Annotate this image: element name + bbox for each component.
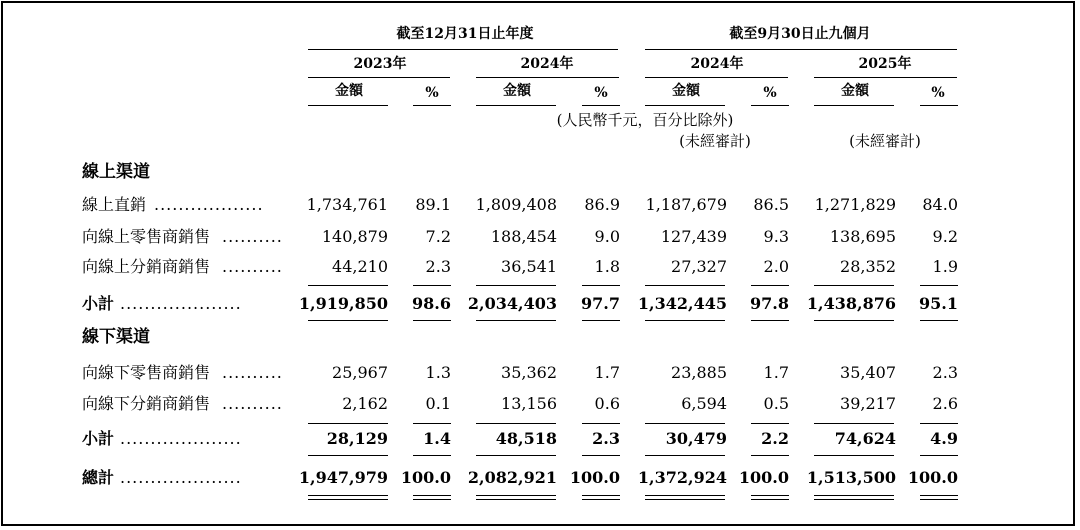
offline-row-0-leader: .......... [222,363,283,382]
online-row-2-amount: 44,210 [332,257,388,276]
amount-header: 金額 [672,83,700,99]
online-row-0-amount: 1,271,829 [814,195,896,214]
rule-amount [645,423,725,424]
online-row-0-pct: 89.1 [415,195,451,214]
rule-amount [308,105,388,106]
rule-amount [814,495,894,496]
rule-amount [814,499,894,500]
amount-header: 金額 [503,83,531,99]
offline-row-1-amount: 39,217 [840,394,896,413]
rule-pct [751,495,789,496]
online-row-1-pct: 9.0 [594,227,620,246]
online-subtotal-label: 小計 [82,294,115,313]
year-2024-a: 2024年 [520,56,574,72]
rule-amount [308,423,388,424]
header-group-year-end: 截至12月31日止年度 [396,26,534,42]
rule-pct [751,285,789,286]
rule-amount [645,320,725,321]
amount-header: 金額 [335,83,363,99]
year-2023: 2023年 [353,56,407,72]
rule-pct [413,495,451,496]
rule-pct [582,499,620,500]
rule-pct [582,495,620,496]
offline-row-0-amount: 23,885 [671,363,727,382]
pct-header: % [931,85,945,101]
offline-row-0-amount: 35,407 [840,363,896,382]
grand-total-leader: .................... [120,468,242,487]
rule-amount [814,455,894,456]
online-row-1-label: 向線上零售商銷售 [82,227,211,246]
year-2025: 2025年 [858,56,912,72]
rule-amount [308,320,388,321]
offline-subtotal-amount: 48,518 [495,429,557,448]
offline-section-title: 線下渠道 [82,327,150,347]
online-row-2-amount: 36,541 [501,257,557,276]
rule-amount [476,105,556,106]
header-group-nine-months: 截至9月30日止九個月 [729,26,871,42]
rule-pct [582,423,620,424]
online-row-2-pct: 1.9 [932,257,958,276]
rule-2024a [476,77,619,78]
rule-pct [413,285,451,286]
rule-amount [476,423,556,424]
online-row-2-pct: 2.3 [425,257,451,276]
grand-total-amount: 1,372,924 [637,468,727,487]
rule-amount [308,455,388,456]
online-row-0-amount: 1,187,679 [645,195,727,214]
rule-amount [645,455,725,456]
online-row-1-pct: 9.2 [932,227,958,246]
rule-amount [476,320,556,321]
online-subtotal-leader: .................... [120,294,242,313]
grand-total-amount: 1,947,979 [298,468,388,487]
grand-total-amount: 2,082,921 [467,468,557,487]
rule-pct [920,455,958,456]
rule-amount [308,285,388,286]
online-subtotal-pct: 95.1 [919,294,958,313]
online-row-1-leader: .......... [222,227,283,246]
rule-group2 [645,49,957,50]
grand-total-pct: 100.0 [400,468,451,487]
grand-total-pct: 100.0 [738,468,789,487]
rule-pct [920,423,958,424]
rule-pct [920,105,958,106]
rule-amount [814,423,894,424]
unit-note: (人民幣千元，百分比除外) [556,111,734,129]
rule-pct [582,320,620,321]
rule-amount [645,495,725,496]
offline-subtotal-label: 小計 [82,429,115,448]
rule-amount [476,495,556,496]
online-row-1-amount: 140,879 [321,227,388,246]
online-row-2-amount: 28,352 [840,257,896,276]
offline-subtotal-pct: 2.2 [761,429,789,448]
rule-pct [920,285,958,286]
online-subtotal-pct: 98.6 [412,294,451,313]
pct-header: % [594,85,608,101]
online-row-2-label: 向線上分銷商銷售 [82,257,211,276]
online-row-0-pct: 86.9 [584,195,620,214]
grand-total-pct: 100.0 [907,468,958,487]
offline-subtotal-amount: 74,624 [834,429,896,448]
online-subtotal-amount: 1,919,850 [298,294,388,313]
rule-amount [308,495,388,496]
rule-pct [751,105,789,106]
rule-pct [413,320,451,321]
online-row-0-label: 線上直銷 [82,195,147,214]
rule-amount [645,285,725,286]
unaudited-note-2025: (未經審計) [849,132,921,150]
offline-row-1-amount: 6,594 [681,394,727,413]
rule-amount [814,285,894,286]
offline-row-0-pct: 2.3 [932,363,958,382]
pct-header: % [425,85,439,101]
offline-subtotal-amount: 30,479 [665,429,727,448]
online-row-2-leader: .......... [222,257,283,276]
rule-pct [920,320,958,321]
offline-row-1-pct: 0.5 [763,394,789,413]
grand-total-pct: 100.0 [569,468,620,487]
online-row-0-amount: 1,809,408 [475,195,557,214]
offline-row-0-amount: 25,967 [332,363,388,382]
online-row-0-leader: .................. [154,195,264,214]
grand-total-label: 總計 [82,468,115,487]
pct-header: % [763,85,777,101]
offline-row-1-amount: 2,162 [342,394,388,413]
year-2024-b: 2024年 [690,56,744,72]
rule-pct [413,423,451,424]
online-row-1-amount: 138,695 [829,227,896,246]
rule-pct [751,499,789,500]
rule-amount [308,499,388,500]
rule-2025 [814,77,957,78]
offline-row-0-pct: 1.3 [425,363,451,382]
unaudited-note-2024: (未經審計) [679,132,751,150]
rule-pct [920,499,958,500]
rule-pct [582,285,620,286]
offline-row-0-pct: 1.7 [594,363,620,382]
offline-subtotal-amount: 28,129 [326,429,388,448]
rule-pct [413,455,451,456]
offline-subtotal-pct: 2.3 [592,429,620,448]
rule-pct [920,495,958,496]
offline-row-0-label: 向線下零售商銷售 [82,363,211,382]
rule-amount [645,499,725,500]
rule-pct [751,455,789,456]
rule-amount [476,455,556,456]
rule-amount [476,285,556,286]
online-subtotal-pct: 97.8 [750,294,789,313]
rule-pct [582,455,620,456]
offline-row-1-leader: .......... [222,394,283,413]
online-subtotal-amount: 2,034,403 [467,294,557,313]
offline-row-1-amount: 13,156 [501,394,557,413]
online-row-2-amount: 27,327 [671,257,727,276]
online-row-2-pct: 2.0 [763,257,789,276]
offline-row-0-amount: 35,362 [501,363,557,382]
rule-amount [645,105,725,106]
online-subtotal-amount: 1,438,876 [806,294,896,313]
rule-group1 [308,49,618,50]
offline-row-0-pct: 1.7 [763,363,789,382]
online-row-1-amount: 127,439 [660,227,727,246]
offline-row-1-pct: 0.1 [425,394,451,413]
grand-total-amount: 1,513,500 [806,468,896,487]
rule-pct [751,320,789,321]
rule-2023 [308,77,450,78]
online-row-0-pct: 84.0 [922,195,958,214]
online-row-1-pct: 9.3 [763,227,789,246]
online-section-title: 線上渠道 [82,162,150,182]
online-row-2-pct: 1.8 [594,257,620,276]
rule-amount [814,320,894,321]
online-row-0-pct: 86.5 [753,195,789,214]
offline-subtotal-pct: 1.4 [423,429,451,448]
offline-subtotal-leader: .................... [120,429,242,448]
online-row-1-amount: 188,454 [490,227,557,246]
rule-pct [413,499,451,500]
rule-amount [476,499,556,500]
online-row-1-pct: 7.2 [425,227,451,246]
rule-pct [413,105,451,106]
offline-subtotal-pct: 4.9 [930,429,958,448]
rule-amount [814,105,894,106]
online-row-0-amount: 1,734,761 [306,195,388,214]
rule-2024b [645,77,788,78]
offline-row-1-pct: 2.6 [932,394,958,413]
online-subtotal-amount: 1,342,445 [637,294,727,313]
offline-row-1-label: 向線下分銷商銷售 [82,394,211,413]
amount-header: 金額 [841,83,869,99]
rule-pct [582,105,620,106]
rule-pct [751,423,789,424]
online-subtotal-pct: 97.7 [581,294,620,313]
offline-row-1-pct: 0.6 [594,394,620,413]
